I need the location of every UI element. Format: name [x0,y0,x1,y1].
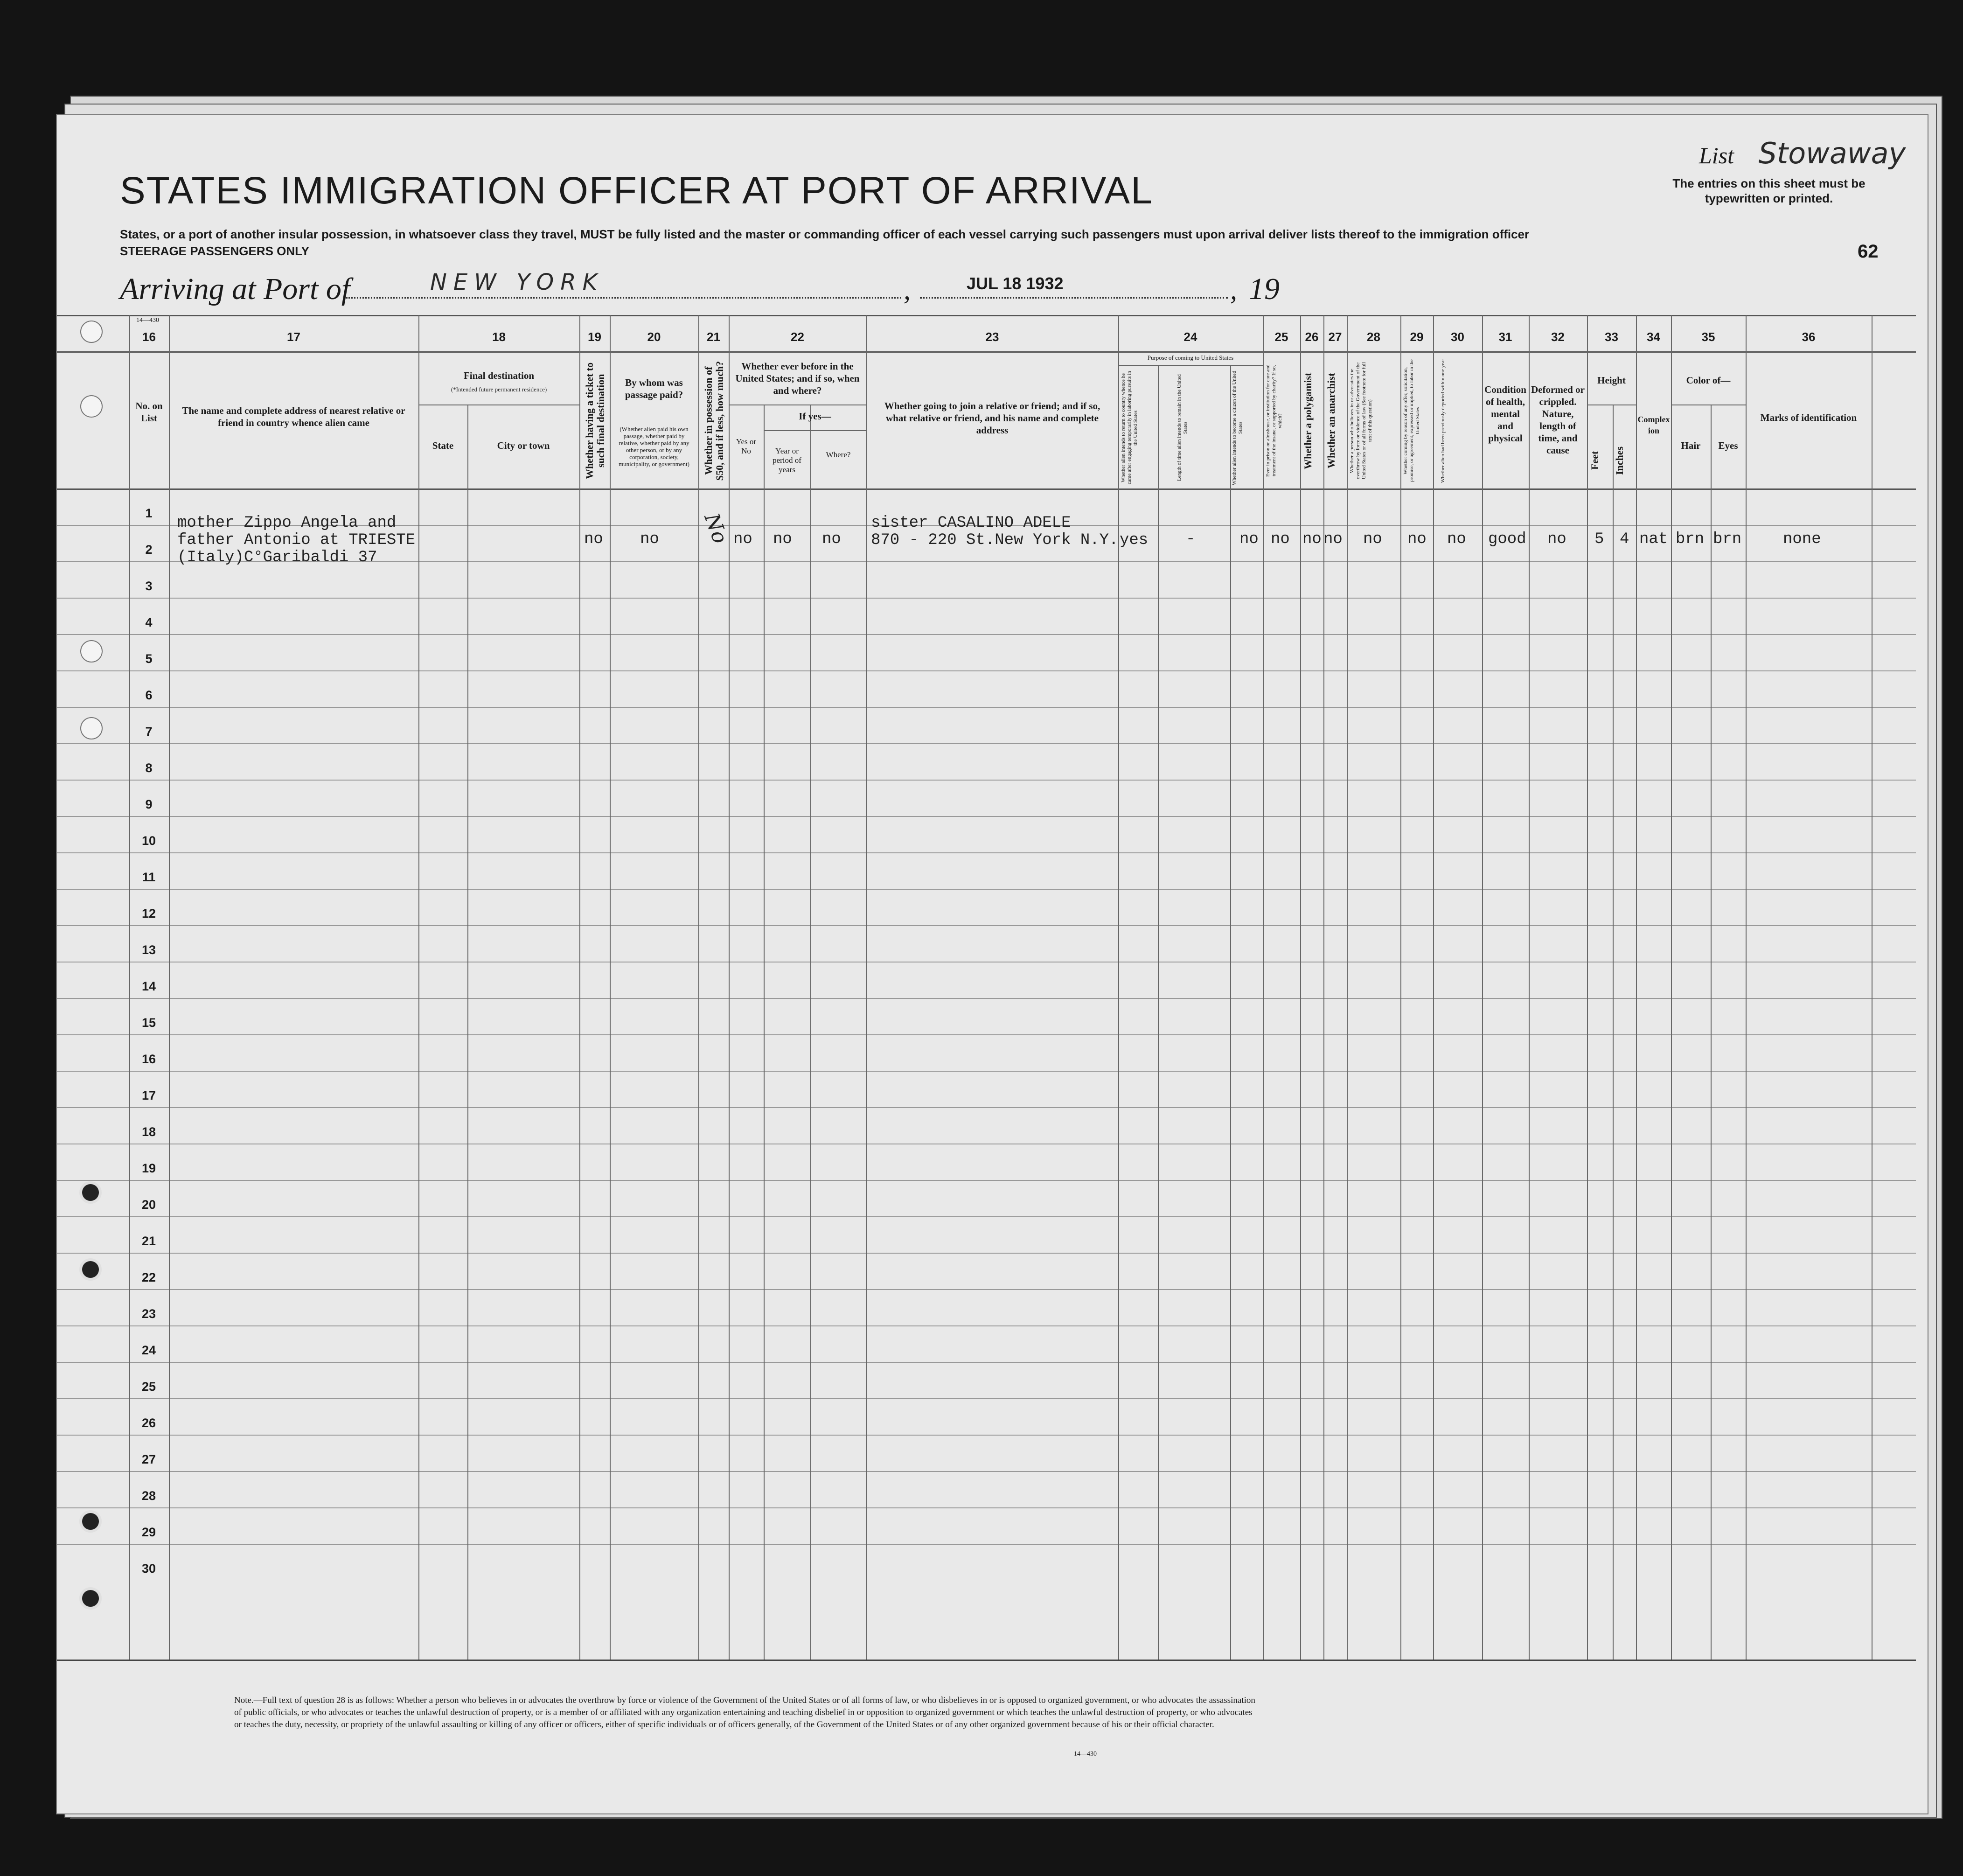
row-rule [57,1216,1916,1217]
colnum-34: 34 [1647,330,1660,344]
return-intent-value: yes [1120,531,1149,549]
anarchist-value: no [1323,530,1343,548]
binder-hole [79,1258,102,1281]
row-rule [57,780,1916,781]
row-number: 6 [145,688,153,702]
row-number: 16 [141,1052,156,1066]
header-city: City or town [497,440,550,451]
row-number: 5 [145,652,153,666]
header-citizen-intent: Whether alien intends to become a citizen of the United States [1232,370,1243,485]
colnum-31: 31 [1498,330,1512,344]
class-line: STEERAGE PASSENGERS ONLY [120,244,309,258]
header-anarchist: Whether an anarchist [1325,373,1337,469]
colnum-30: 30 [1451,330,1464,344]
before-yes-no-value: no [733,530,752,548]
health-value: good [1488,530,1526,548]
row-number: 25 [141,1380,156,1394]
header-marks: Marks of identification [1760,412,1857,423]
row-number: 11 [142,870,156,884]
page-number: 62 [1858,241,1879,262]
row-rule [57,1180,1916,1181]
polygamist-value: no [1302,530,1322,548]
relative-line-1: mother Zippo Angela and [177,514,397,532]
row-number: 14 [141,979,156,993]
row-number: 12 [141,907,156,921]
form-number: 14—430 [1074,1750,1097,1757]
header-feet: Feet [1589,451,1601,470]
footnote: Note.—Full text of question 28 is as follows: Whether a person who believes in or advocates the overthrow by force or violence of the Government of the United States or of all forms of law, or who disbelieves in or is opposed to organized government, or who advocates the assassination of public officials, or who advocates or teaches the unlawful destruction of property, or is a member of or affiliated with any organization entertaining and teaching disbelief in or opposition to organized government or which teaches the unlawful destruction of property, or who advocates or teaches the duty, necessity, or propriety of the unlawful assaulting or killing of any officer or officers, either of specific individuals or of officers generally, of the Government of the United States or of any other organized government because of his or their official character. [234,1695,1255,1730]
row-rule [57,743,1916,744]
row-number: 1 [145,506,153,520]
row-rule [57,1253,1916,1254]
row-rule [57,816,1916,817]
row-number: 9 [145,797,153,811]
colnum-28: 28 [1367,330,1380,344]
row-number: 13 [141,943,156,957]
row-number: 10 [141,834,156,848]
colnum-29: 29 [1410,330,1424,344]
row-number: 22 [141,1270,156,1284]
passage-paid-value: no [640,530,659,548]
header-offer-labor: Whether coming by reason of any offer, solicitation, promise, or agreement, expressed or implied, to labor in the United States [1403,359,1420,482]
eyes-value: brn [1713,530,1742,548]
header-if-yes: If yes— [799,411,831,422]
row-number: 4 [145,615,153,629]
ticket-value: no [584,530,603,548]
row-rule [57,1362,1916,1363]
colnum-21: 21 [707,330,720,344]
where-value: no [822,530,841,548]
arriving-label: Arriving at Port of [120,272,350,306]
row-number: 21 [141,1234,156,1248]
join-line-2: 870 - 220 St.New York N.Y. [871,531,1119,549]
row-rule [57,598,1916,599]
header-where: Where? [826,450,851,459]
row-number: 2 [145,543,153,557]
header-health: Condition of health, mental and physical [1484,384,1526,444]
typewritten-notice: The entries on this sheet must be typewritten or printed. [1672,176,1866,205]
header-final-destination-note: (*Intended future permanent residence) [451,386,547,393]
header-deported: Whether alien had been previously deported within one year [1440,359,1446,483]
row-rule [57,634,1916,635]
colnum-18: 18 [492,330,506,344]
relative-line-2: father Antonio at TRIESTE [177,531,416,549]
header-state: State [432,440,454,451]
binder-hole [79,1181,102,1204]
relative-line-3: (Italy)C°Garibaldi 37 [177,549,377,566]
header-join-relative: Whether going to join a relative or friend; and if so, what relative or friend, and his name and complete address [884,400,1100,436]
money-value: No [699,510,732,547]
binder-hole [80,717,103,739]
row-number: 23 [141,1307,156,1321]
header-length-of-stay: Length of time alien intends to remain in the United States [1176,374,1188,481]
binder-hole [79,1587,102,1610]
date-stamp: JUL 18 1932 [967,274,1064,293]
row-rule [57,1325,1916,1326]
row-rule [57,998,1916,999]
deformed-value: no [1547,530,1566,548]
binder-hole [80,395,103,418]
page-title: STATES IMMIGRATION OFFICER AT PORT OF ARRIVAL [120,169,1153,212]
row-number: 3 [145,579,153,593]
row-rule [57,1289,1916,1290]
manifest-sheet: List Stowaway The entries on this sheet must be typewritten or printed. STATES IMMIGRATION OFFICER AT PORT OF ARRIVAL States, or a port of another insular possession, in whatsoever class they travel, MUST be fully listed and the master or commanding officer of each vessel carrying such passengers must upon arrival deliver lists thereof to the immigration officer STEERAGE PASSENGERS ONLY 62 Arriving at Port of NEW YORK , JUL 18 1932 , 19 14—430 16 17 18 19 20 21 22 23 24 25 26 27 28 29 30 31 32 33 34 35 36 No. on List The name and complete address of nearest relative or friend in country whence alien came Final destination (*Intended future permanent residence) State City or town Whether having a ticket to such final destination By whom was passage paid? (Whether alien paid his own passage, whether paid by relative, whether paid by any other person, or by any corporation, society, municipality, or government) Whether in possession of $50, and if less, how much? Whether ever before in the United States; and if so, when and where? Yes or No If yes— Year or period of years Where? Whether going to join a relative or friend; and if so, what relative or friend, and his name and complete address Purpose of coming to United States Whether alien intends to return to country whence he came after engaging temporarily in laboring pursuits in the United States Length of time alien intends to remain in the United States Whether alien intends to become a citizen of the United States Ever in prison or almshouse, or institution for care and treatment of the insane, or supported by charity? If so, which? Whether a polygamist Whether an anarchist Whether a person who believes in or advocates the overthrow by force or violence of the Government of the United States or of all forms of law (See footnote for full text of this question) Whether coming by reason of any offer, solicitation, promise, or agreement, expressed or implied, to labor in the United States Whether alien had been previously deported within one year Condition of health, mental and physical Deformed or crippled. Nature, length of time, and cause Height Feet Inches Complexion Color of— Hair Eyes Marks of identification 1 2 3 4 5 6 7 8 9 10 11 12 13 14 15 16 17 18 19 20 21 22 23 24 25 26 27 28 29 30 mother Zippo Angela and father Antonio at TRIESTE (Italy)C°Garibaldi 37 no no No no no no sister CASALINO ADELE 870 - 220 St.New York N.Y. yes - no no no no no no no good no 5 4 nat brn brn none Note.—Full text of question 28 is as follows: Whether a person who believes in or advocates the overthrow by force or violence of the Government of the United States or of all forms of law, or who disbelieves in or is opposed to organized government, or who advocates the assassination of public officials, or who advocates or teaches the unlawful destruction of property, or is a member of or affiliated with any organization entertaining and teaching disbelief in or opposition to organized government or which teaches the unlawful destruction of property, or who advocates or teaches the duty, necessity, or propriety of the unlawful assaulting or killing of any officer or officers, either of specific individuals or of officers generally, of the Government of the United States or of any other organized government because of his or their official character. 14—430 [56,114,1928,1814]
colnum-16: 16 [142,330,156,344]
offer-labor-value: no [1407,530,1427,548]
header-no-on-list: No. on List [135,400,163,424]
header-overthrow: Whether a person who believes in or advocates the overthrow by force or violence of the Government of the United States or of all forms of law (See footnote for full text of this question) [1349,362,1373,480]
colnum-25: 25 [1274,330,1288,344]
page-subtitle: States, or a port of another insular possession, in whatsoever class they travel, MUST be fully listed and the master or commanding officer of each vessel carrying such passengers must upon arrival deliver lists thereof to the immigration officer [120,227,1530,241]
header-money: Whether in possession of $50, and if less, how much? [703,361,725,481]
colnum-20: 20 [647,330,661,344]
header-yes-no: Yes or No [736,437,757,455]
row-number: 30 [141,1562,156,1576]
row-number: 8 [145,761,153,775]
header-purpose: Purpose of coming to United States [1147,354,1234,361]
prison-value: no [1271,530,1290,548]
port-name: NEW YORK [430,269,604,295]
marks-value: none [1783,530,1821,548]
year-prefix: 19 [1249,272,1280,306]
header-prison: Ever in prison or almshouse, or institution for care and treatment of the insane, or supported by charity? If so, which? [1265,364,1283,477]
colnum-19: 19 [588,330,601,344]
row-rule [57,670,1916,671]
binder-hole [80,321,103,343]
row-number: 29 [141,1525,156,1539]
header-complexion: Complexion [1637,415,1670,435]
deported-value: no [1447,530,1466,548]
row-rule [57,1435,1916,1436]
row-number: 26 [141,1416,156,1430]
colnum-23: 23 [985,330,999,344]
header-before-in-us: Whether ever before in the United States; and if so, when and where? [735,361,860,396]
header-ticket: Whether having a ticket to such final destination [584,362,606,480]
binder-hole [80,640,103,663]
header-hair: Hair [1681,440,1701,451]
colnum-26: 26 [1305,330,1319,344]
row-rule [57,925,1916,926]
row-rule [57,1507,1916,1508]
row-number: 7 [145,725,153,739]
inches-value: 4 [1620,530,1629,548]
header-return-intent: Whether alien intends to return to country whence he came after engaging temporarily in laboring pursuits in the United States [1121,371,1138,485]
length-of-stay-value: - [1186,530,1196,548]
header-relative-address: The name and complete address of nearest relative or friend in country whence alien came [182,405,405,428]
row-rule [57,852,1916,853]
row-number: 24 [141,1343,156,1357]
hair-value: brn [1676,530,1705,548]
row-number: 15 [141,1016,156,1030]
header-final-destination: Final destination [463,370,535,381]
row-number: 19 [141,1161,156,1175]
colnum-36: 36 [1802,330,1816,344]
header-color-of: Color of— [1686,375,1731,386]
row-rule [57,1398,1916,1399]
join-line-1: sister CASALINO ADELE [871,514,1071,532]
colnum-27: 27 [1328,330,1342,344]
header-eyes: Eyes [1718,440,1738,451]
row-rule [57,1107,1916,1108]
form-number-top: 14—430 [136,317,159,324]
row-rule [57,1471,1916,1472]
colnum-33: 33 [1605,330,1618,344]
row-number: 18 [141,1125,156,1139]
header-inches: Inches [1614,446,1625,475]
colnum-24: 24 [1183,330,1197,344]
colnum-17: 17 [287,330,300,344]
row-number: 27 [141,1452,156,1466]
colnum-22: 22 [791,330,804,344]
year-period-value: no [773,530,792,548]
feet-value: 5 [1594,530,1604,548]
colnum-35: 35 [1701,330,1715,344]
row-number: 17 [141,1088,156,1102]
header-deformed: Deformed or crippled. Nature, length of time, and cause [1531,384,1585,456]
header-polygamist: Whether a polygamist [1302,372,1314,469]
list-label: List Stowaway [1699,136,1906,170]
binder-hole [79,1510,102,1533]
colnum-32: 32 [1551,330,1565,344]
complexion-value: nat [1639,530,1668,548]
row-rule [57,889,1916,890]
list-value: Stowaway [1758,136,1906,170]
header-passage-paid: By whom was passage paid? [625,377,683,400]
row-rule [57,1544,1916,1545]
overthrow-value: no [1363,530,1382,548]
header-passage-paid-note: (Whether alien paid his own passage, whether paid by relative, whether paid by any other person, or by any corporation, society, municipality, or government) [619,425,689,467]
row-number: 28 [141,1489,156,1503]
row-rule [57,1071,1916,1072]
header-height: Height [1597,375,1626,386]
header-year-period: Year or period of years [773,446,801,474]
row-rule [57,707,1916,708]
row-number: 20 [141,1198,156,1212]
citizen-intent-value: no [1239,530,1259,548]
row-rule [57,1034,1916,1035]
